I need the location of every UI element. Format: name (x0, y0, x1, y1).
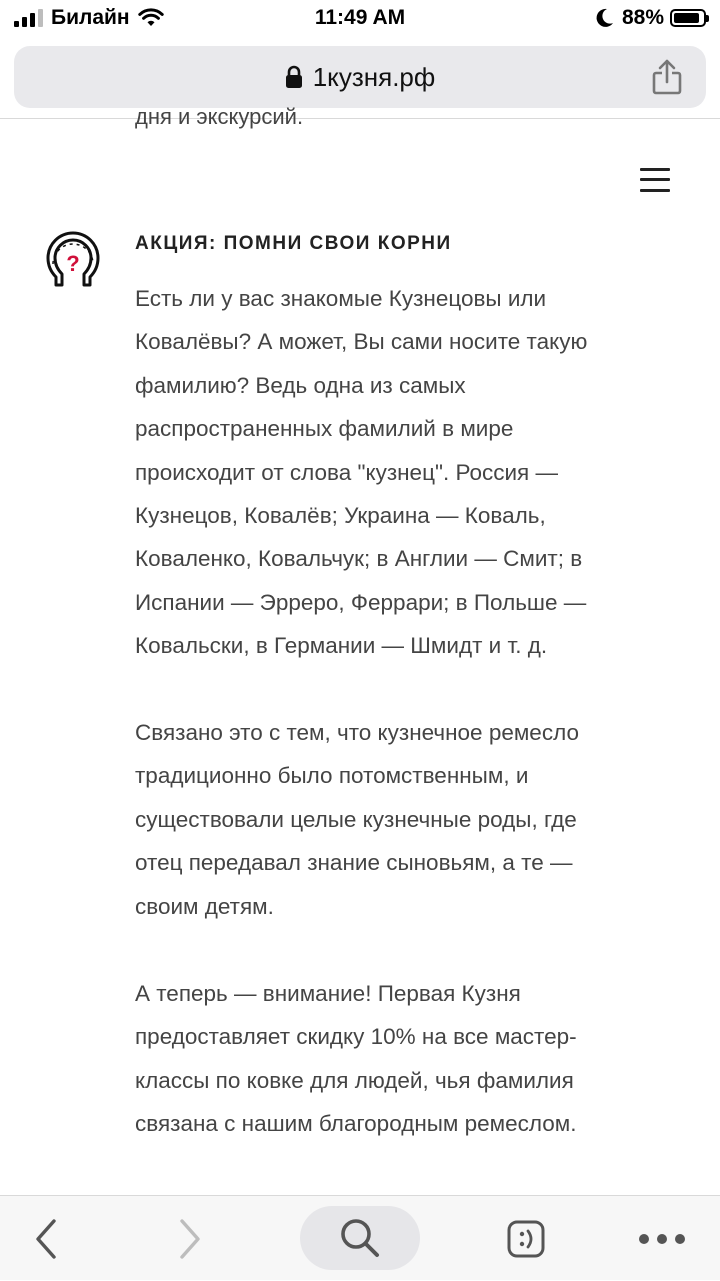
paragraph-line: фамилию? Ведь одна из самых (135, 372, 466, 398)
paragraph-line: Испании — Эрреро, Феррари; в Польше — (135, 589, 587, 615)
back-icon[interactable] (34, 1219, 58, 1259)
paragraph-line: Есть ли у вас знакомые Кузнецовы или (135, 286, 547, 311)
paragraph-line: существовали целые кузнечные роды, где (135, 806, 577, 832)
browser-toolbar (0, 1195, 720, 1280)
paragraph-line: традиционно было потомственным, и (135, 763, 529, 789)
horseshoe-question-icon (44, 231, 102, 289)
signal-icon (14, 9, 43, 27)
hamburger-menu-icon[interactable] (640, 168, 670, 192)
promo-paragraph-1 (135, 277, 675, 668)
url-display[interactable] (14, 46, 706, 108)
search-icon[interactable] (339, 1217, 381, 1259)
paragraph-line: отец передавал знание сыновьям, а те — (135, 850, 573, 876)
status-right (596, 4, 706, 32)
paragraph-line: Кузнецов, Ковалёв; Украина — Коваль, (135, 503, 546, 529)
paragraph-line: своим детям. (135, 893, 274, 919)
more-button[interactable] (634, 1196, 690, 1281)
address-bar[interactable] (14, 46, 706, 108)
battery-percent: 88% (621, 6, 664, 29)
back-button[interactable] (22, 1196, 70, 1281)
forward-button[interactable] (166, 1196, 214, 1281)
paragraph-line: предоставляет скидку 10% на все мастер- (135, 1024, 577, 1050)
previous-section-text: дня и экскурсий. (135, 104, 304, 129)
forward-icon[interactable] (178, 1219, 202, 1259)
search-button[interactable] (300, 1206, 420, 1270)
reader-button[interactable] (504, 1196, 548, 1281)
paragraph-line: Связано это с тем, что кузнечное ремесло (135, 720, 579, 745)
wifi-icon (138, 8, 164, 28)
status-bar (0, 0, 720, 36)
url-text[interactable]: 1кузня.рф (312, 61, 436, 92)
lock-icon (285, 65, 303, 89)
page-content[interactable] (0, 104, 720, 1195)
paragraph-line: происходит от слова "кузнец". Россия — (135, 459, 558, 485)
paragraph-line: Ковалёвы? А может, Вы сами носите такую (135, 329, 588, 355)
paragraph-line: связана с нашим благородным ремеслом. (135, 1111, 577, 1137)
reader-icon[interactable] (506, 1219, 546, 1259)
paragraph-line: распространенных фамилий в мире (135, 416, 514, 442)
battery-icon (670, 9, 706, 27)
paragraph-line: Ковальски, в Германии — Шмидт и т. д. (135, 633, 548, 659)
promo-title: АКЦИЯ: ПОМНИ СВОИ КОРНИ (135, 233, 452, 254)
paragraph-line: Коваленко, Ковальчук; в Англии — Смит; в (135, 546, 583, 572)
promo-paragraph-2 (135, 711, 675, 928)
battery-level (674, 13, 699, 23)
paragraph-line: А теперь — внимание! Первая Кузня (135, 981, 521, 1006)
svg-text:?: ? (66, 251, 80, 276)
status-left (14, 4, 164, 32)
more-icon[interactable] (637, 1233, 687, 1245)
carrier-name: Билайн (51, 6, 130, 29)
moon-icon (596, 8, 614, 28)
paragraph-line: классы по ковке для людей, чья фамилия (135, 1067, 574, 1093)
promo-paragraph-3 (135, 972, 675, 1146)
share-icon[interactable] (650, 58, 684, 96)
status-time: 11:49 AM (314, 6, 406, 29)
